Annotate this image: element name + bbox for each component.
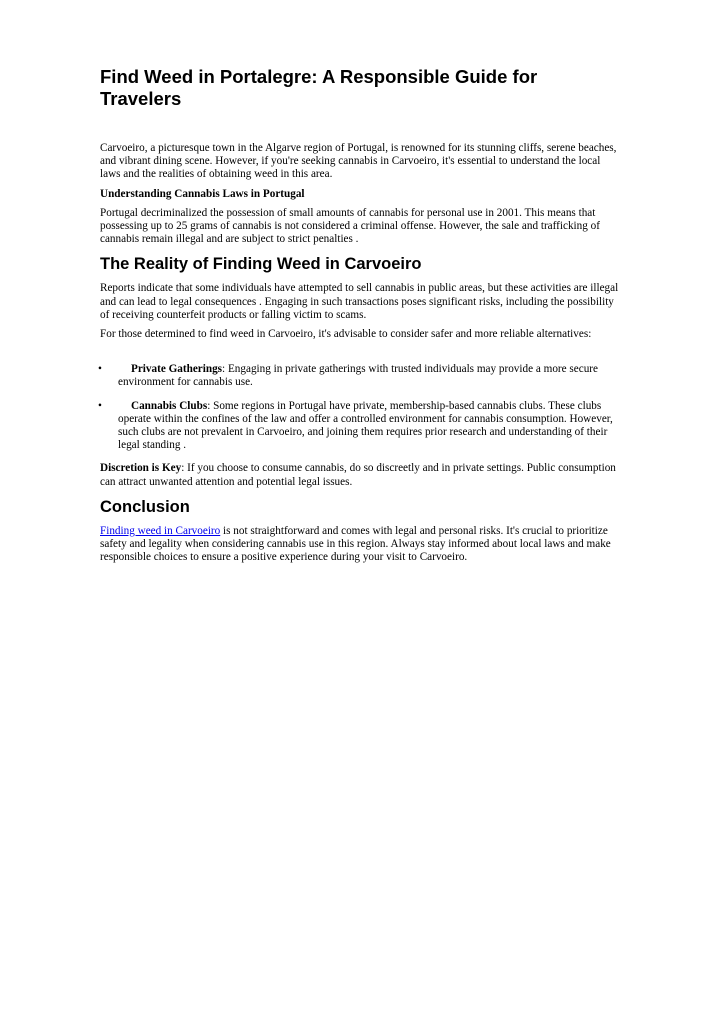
bullet-icon: • [98, 399, 102, 412]
alternatives-intro: For those determined to find weed in Carvoeiro, it's advisable to consider safer and more reliable alternatives: [100, 328, 592, 341]
list-item-text: : Engaging in private gatherings with trusted individuals may provide a more secure environment for cannabis use. [118, 363, 598, 389]
conclusion-link[interactable]: Finding weed in Carvoeiro [100, 524, 221, 537]
discretion-paragraph [100, 462, 620, 488]
laws-subheading: Understanding Cannabis Laws in Portugal [100, 187, 305, 200]
alternatives-list [100, 363, 620, 452]
list-item [100, 400, 620, 453]
page-title: Find Weed in Portalegre: A Responsible Guide for Travelers [100, 66, 538, 109]
list-item [100, 363, 620, 389]
bullet-icon: • [98, 363, 102, 376]
list-item-term: Cannabis Clubs [131, 399, 208, 412]
reality-heading: The Reality of Finding Weed in Carvoeiro [100, 255, 422, 274]
conclusion-text: is not straightforward and comes with legal and personal risks. It's crucial to prioritize safety and legality when considering cannabis use in this region. Always stay informed about local laws and make responsible choices to ensure a positive experience during your visit to Carvoeiro. [100, 524, 611, 564]
conclusion-paragraph [100, 525, 620, 565]
laws-paragraph: Portugal decriminalized the possession of small amounts of cannabis for personal use in 2001. This means that possessing up to 25 grams of cannabis is not considered a criminal offense. However, the sale and trafficking of cannabis remain illegal and are subject to strict penalties . [100, 206, 600, 246]
intro-paragraph: Carvoeiro, a picturesque town in the Algarve region of Portugal, is renowned for its stunning cliffs, serene beaches, and vibrant dining scene. However, if you're seeking cannabis in Carvoeiro, it's essential to understand the local laws and the realities of obtaining weed in this area. [100, 142, 617, 181]
discretion-text: : If you choose to consume cannabis, do so discreetly and in private settings. Public consumption can attract unwanted attention and potential legal issues. [100, 462, 616, 488]
reality-paragraph: Reports indicate that some individuals have attempted to sell cannabis in public areas, but these activities are illegal and can lead to legal consequences . Engaging in such transactions poses significant risks, including the possibility of receiving counterfeit products or falling victim to scams. [100, 282, 619, 321]
list-item-term: Private Gatherings [131, 363, 223, 376]
discretion-term: Discretion is Key [100, 462, 182, 475]
list-item-text: : Some regions in Portugal have private, membership-based cannabis clubs. These clubs operate within the confines of the law and offer a controlled environment for cannabis consumption. However, such clubs are not prevalent in Carvoeiro, and joining them requires prior research and understanding of their legal standing . [118, 399, 613, 452]
conclusion-heading: Conclusion [100, 497, 190, 516]
